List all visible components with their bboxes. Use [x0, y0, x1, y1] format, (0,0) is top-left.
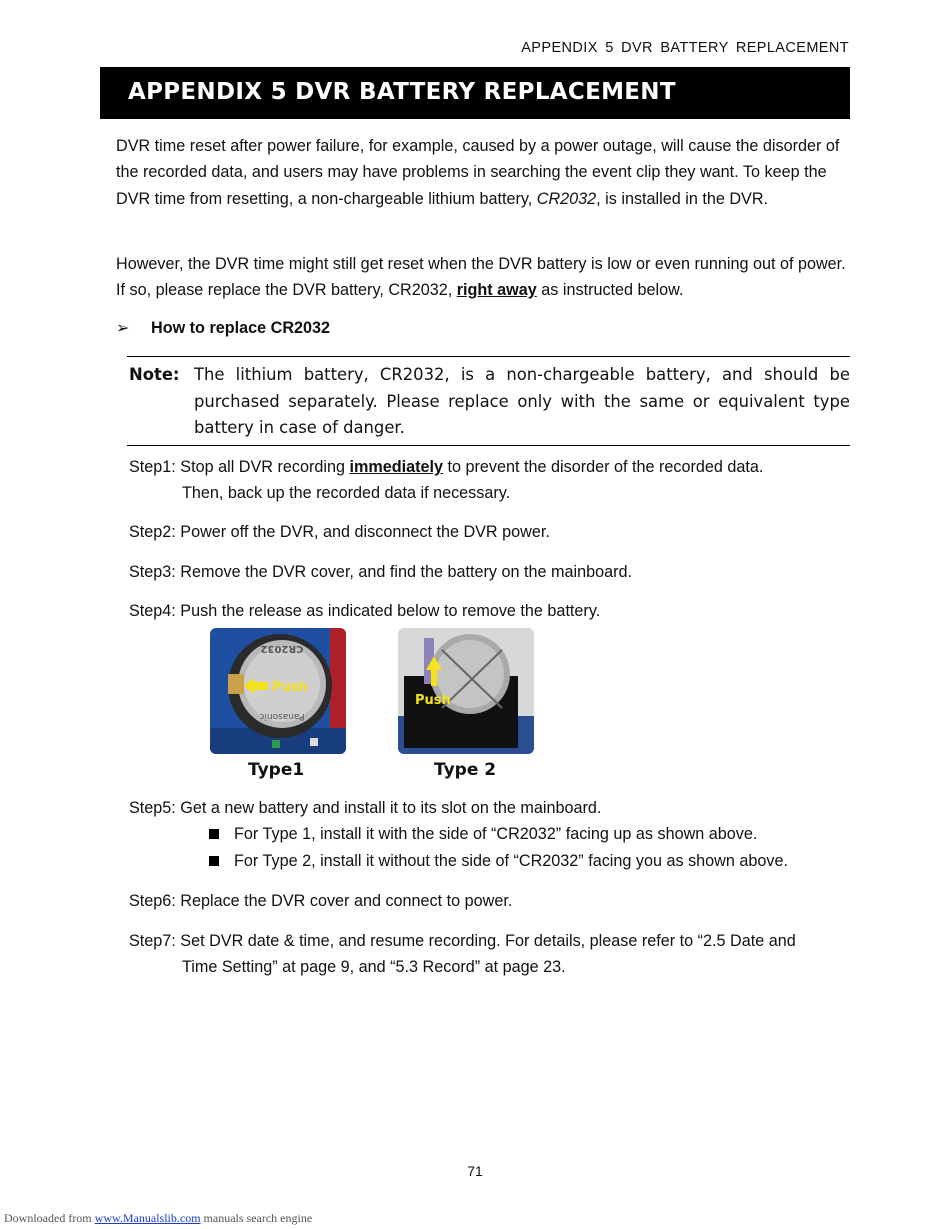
battery-type2-photo [398, 628, 534, 754]
section-heading: ➢ How to replace CR2032 [116, 319, 331, 337]
note-text: The lithium battery, CR2032, is a non-chargeable battery, and should be purchased separately. Please replace only with the same or equivalent type battery in case of danger. [194, 365, 850, 437]
emphasis-immediately: immediately [349, 458, 444, 476]
step-2: Step2: Power off the DVR, and disconnect the DVR power. [129, 523, 550, 541]
intro-paragraph-1: DVR time reset after power failure, for example, caused by a power outage, will cause the disorder of the recorded data, and users may have problems in searching the event clip they want. To keep the DVR time from resetting, a non-chargeable lithium battery, CR2032, is installed in the DVR. [116, 137, 840, 208]
figure-caption-type2: Type 2 [434, 760, 497, 780]
step-7: Step7: Set DVR date & time, and resume recording. For details, please refer to “2.5 Date and Time Setting” at page 9, and “5.3 Record” at page 23. [129, 932, 796, 977]
svg-text:CR2032: CR2032 [260, 643, 304, 654]
step-1: Step1: Stop all DVR recording immediately to prevent the disorder of the recorded data. Then, back up the recorded data if necessary. [129, 458, 764, 503]
page-title: APPENDIX 5 DVR BATTERY REPLACEMENT [128, 79, 676, 105]
note-box [127, 356, 850, 446]
figure-caption-type1: Type1 [248, 760, 305, 780]
step-3: Step3: Remove the DVR cover, and find the battery on the mainboard. [129, 563, 633, 581]
title-bar [100, 67, 850, 119]
running-header: APPENDIX 5 DVR BATTERY REPLACEMENT [521, 40, 849, 56]
step-6: Step6: Replace the DVR cover and connect to power. [129, 892, 513, 910]
note-label: Note: [129, 365, 180, 384]
svg-text:Panasonic: Panasonic [259, 711, 305, 721]
manualslib-link[interactable]: www.Manualslib.com [94, 1211, 201, 1225]
step-4: Step4: Push the release as indicated below to remove the battery. [129, 602, 601, 620]
emphasis-right-away: right away [456, 281, 537, 300]
list-item: For Type 2, install it without the side of “CR2032” facing you as shown above. [209, 848, 851, 874]
download-footer: Downloaded from www.Manualslib.com manuals search engine [4, 1211, 313, 1225]
push-label-type1: Push [272, 680, 308, 695]
arrow-bullet-icon: ➢ [116, 319, 130, 337]
battery-type1-photo [210, 628, 346, 754]
battery-model: CR2032 [536, 189, 597, 208]
type-instructions-list [129, 821, 851, 874]
page-number: 71 [467, 1163, 483, 1179]
intro-paragraph-2: However, the DVR time might still get reset when the DVR battery is low or even running out of power. If so, please replace the DVR battery, CR2032, right away as instructed below. [116, 255, 846, 300]
list-item: For Type 1, install it with the side of “CR2032” facing up as shown above. [209, 821, 851, 847]
step-5: Step5: Get a new battery and install it to its slot on the mainboard. For Type 1, install it with the side of “CR2032” facing up as shown above. For Type 2, install it without the side of “CR2032” facing you as shown above. [129, 795, 851, 874]
push-label-type2: Push [415, 693, 451, 708]
